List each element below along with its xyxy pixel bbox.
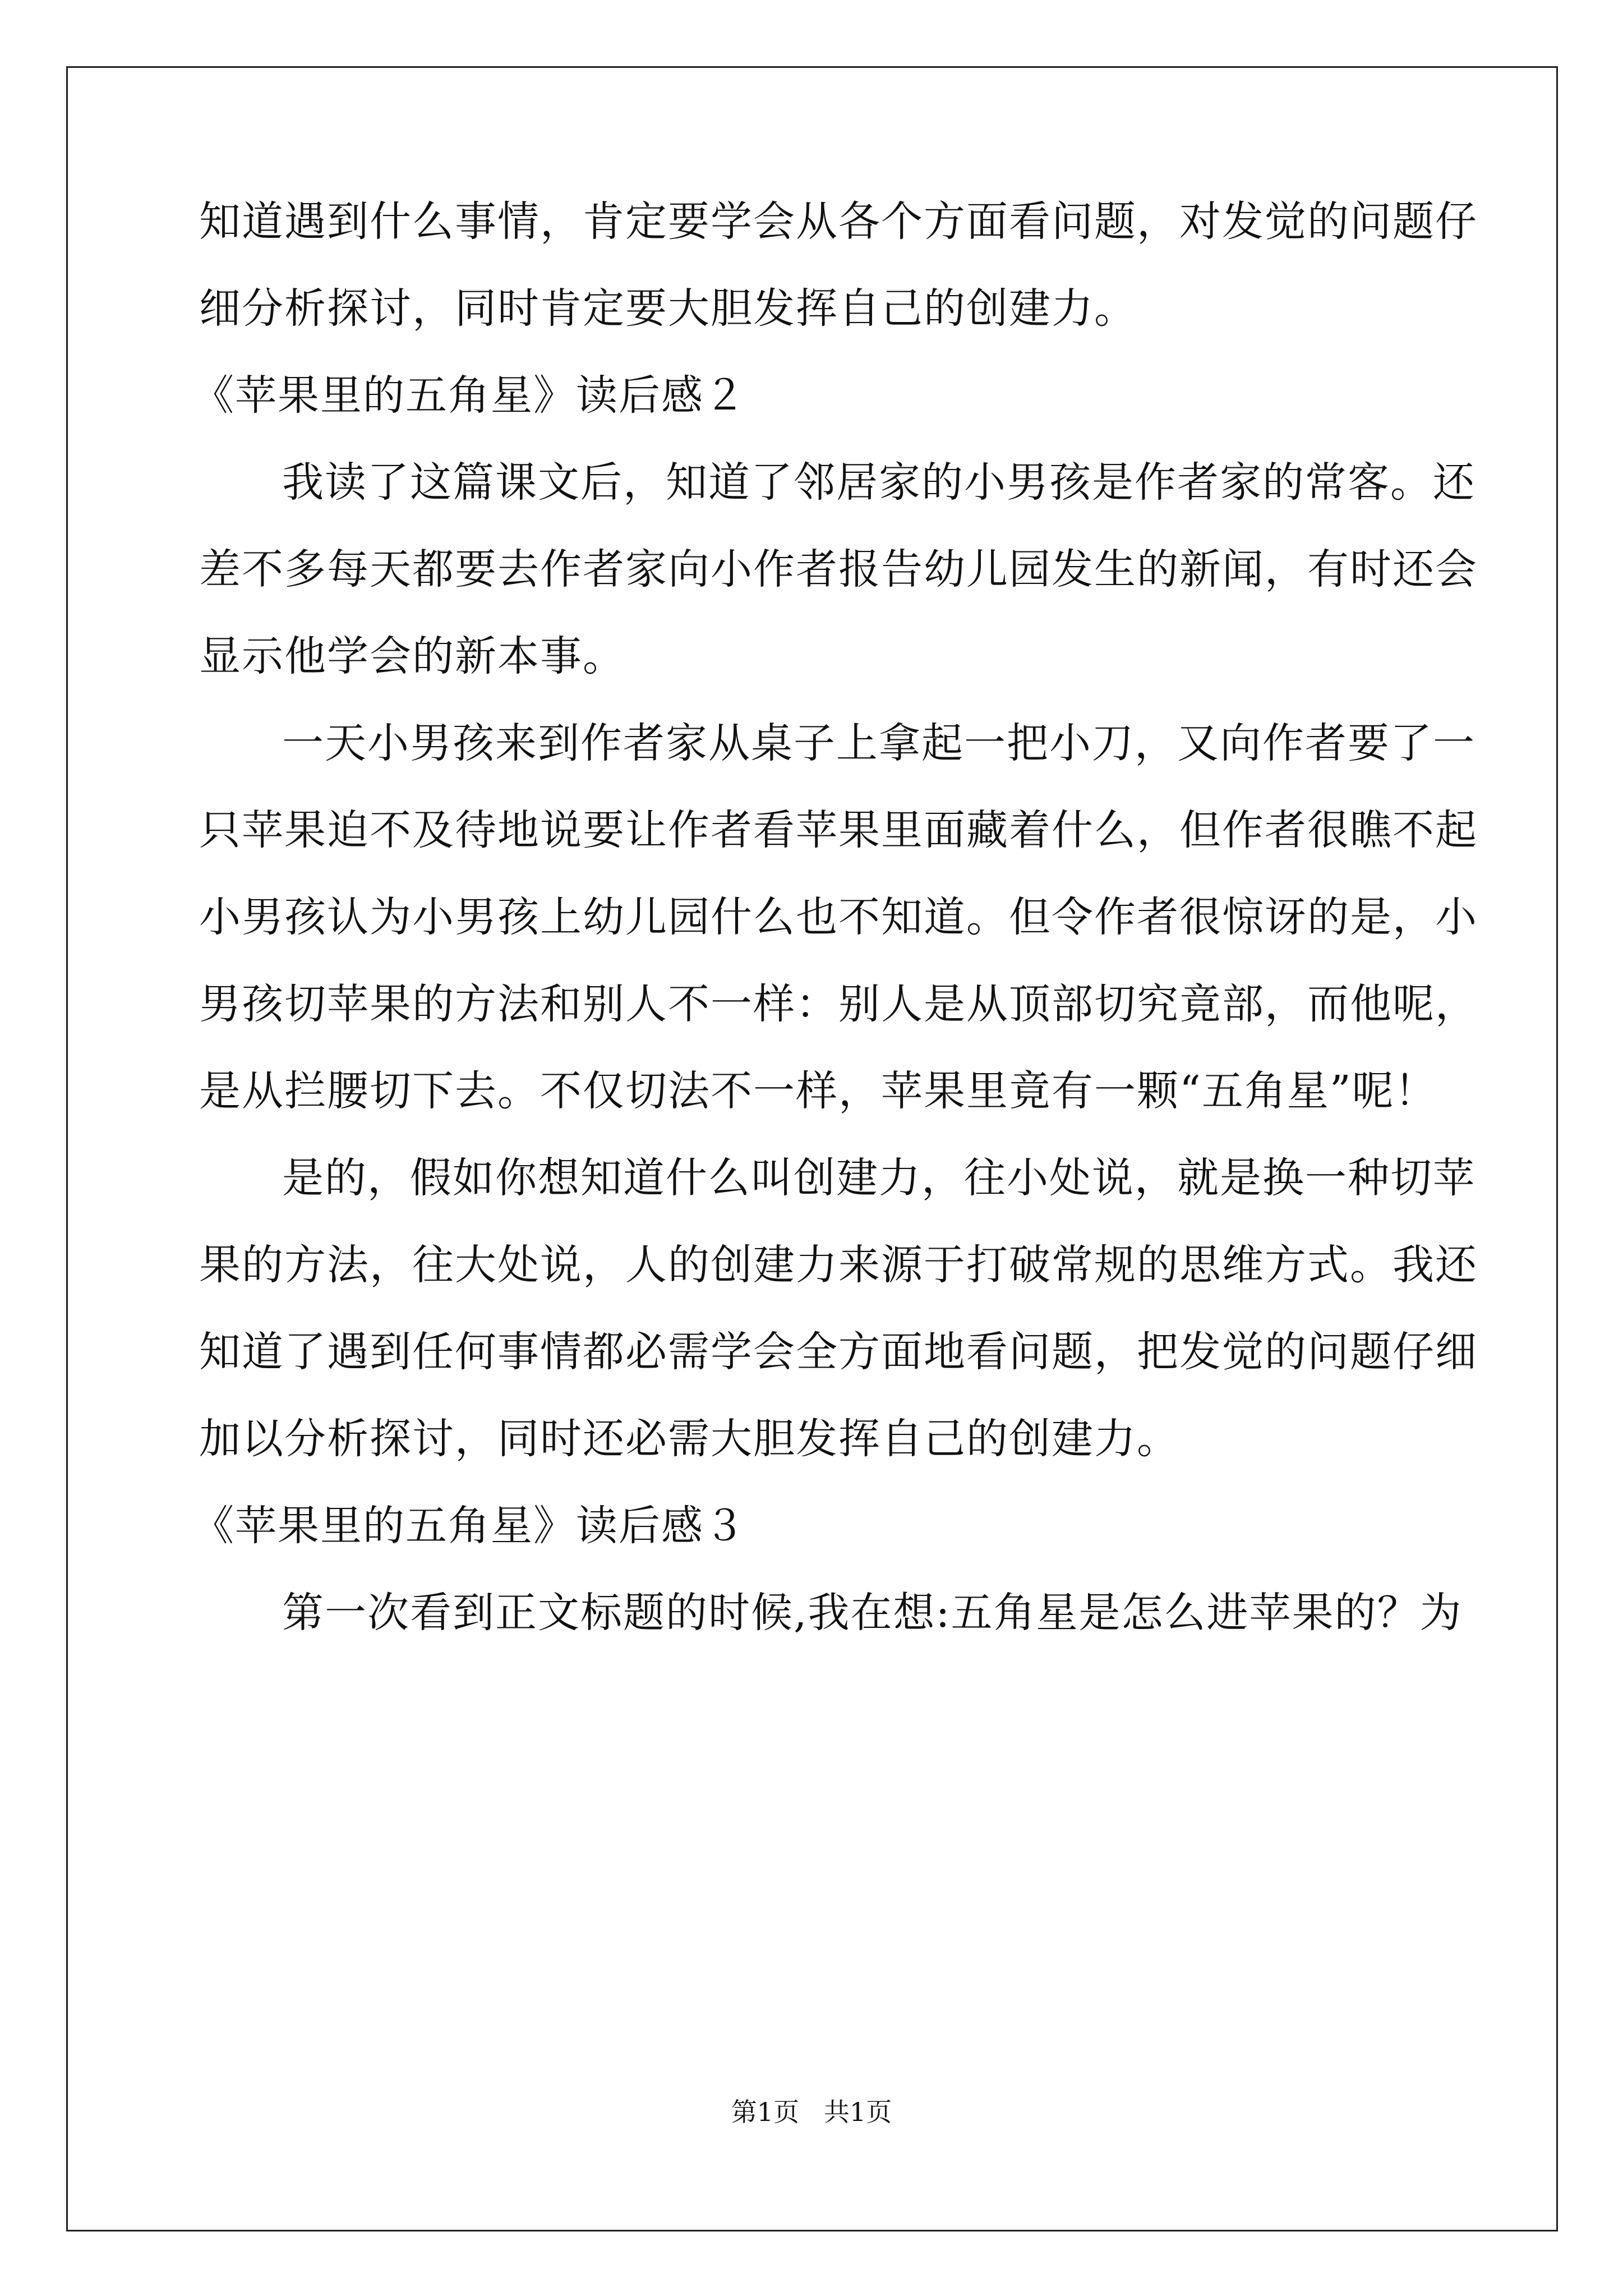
paragraph-line: 显示他学会的新本事。 <box>199 632 625 680</box>
paragraph-line: 一天小男孩来到作者家从桌子上拿起一把小刀，又向作者要了一 <box>282 719 1476 767</box>
paragraph-line: 是从拦腰切下去。不仅切法不一样，苹果里竟有一颗“五角星”呢！ <box>199 1067 1437 1115</box>
paragraph-line: 男孩切苹果的方法和别人不一样：别人是从顶部切究竟部，而他呢， <box>199 980 1478 1028</box>
paragraph-line: 果的方法，往大处说，人的创建力来源于打破常规的思维方式。我还 <box>199 1241 1478 1289</box>
paragraph-line: 我读了这篇课文后，知道了邻居家的小男孩是作者家的常客。还 <box>282 458 1476 507</box>
paragraph-line: 是的，假如你想知道什么叫创建力，往小处说，就是换一种切苹 <box>282 1154 1476 1202</box>
paragraph-line: 差不多每天都要去作者家向小作者报告幼儿园发生的新闻，有时还会 <box>199 545 1478 593</box>
paragraph-line: 细分析探讨，同时肯定要大胆发挥自己的创建力。 <box>199 284 1137 333</box>
paragraph-line: 第一次看到正文标题的时候,我在想:五角星是怎么进苹果的？为 <box>282 1589 1463 1637</box>
section-heading: 《苹果里的五角星》读后感３ <box>192 1502 746 1550</box>
section-heading: 《苹果里的五角星》读后感２ <box>192 371 746 420</box>
page-footer: 第1页 共1页 <box>731 2097 892 2127</box>
paragraph-line: 只苹果迫不及待地说要让作者看苹果里面藏着什么，但作者很瞧不起 <box>199 806 1478 854</box>
paragraph-line: 小男孩认为小男孩上幼儿园什么也不知道。但令作者很惊讶的是，小 <box>199 893 1478 941</box>
paragraph-line: 知道了遇到任何事情都必需学会全方面地看问题，把发觉的问题仔细 <box>199 1328 1478 1376</box>
paragraph-line: 知道遇到什么事情，肯定要学会从各个方面看问题，对发觉的问题仔 <box>199 197 1478 246</box>
paragraph-line: 加以分析探讨，同时还必需大胆发挥自己的创建力。 <box>199 1415 1179 1463</box>
